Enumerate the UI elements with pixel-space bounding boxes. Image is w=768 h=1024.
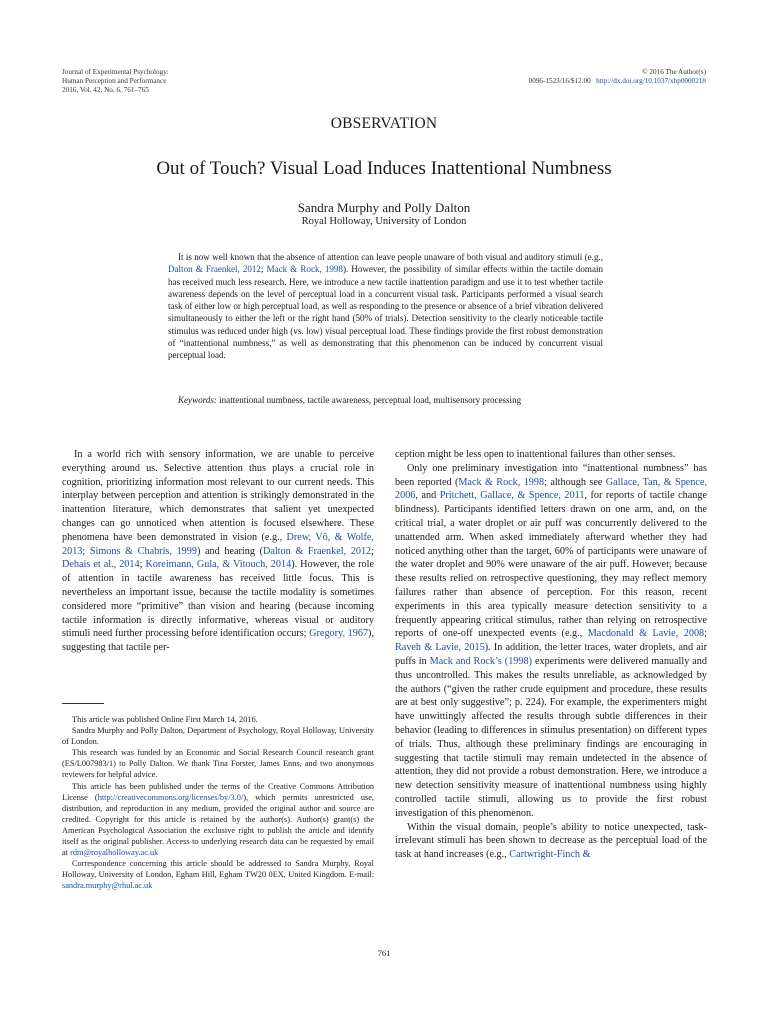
keywords-list: inattentional numbness, tactile awareness, perceptual load, multisensory processing — [219, 395, 522, 405]
body-paragraph — [62, 448, 374, 655]
body-column-right — [395, 448, 707, 862]
footnote: This article was published Online First March 14, 2016. — [72, 715, 258, 724]
body-text: ). However, the role of attention in tactile awareness has received little focus. This is nevertheless an important issue, because the tactile modality is sometimes considered more “primitive” than vision and hearing (because incoming tactile information is directly informative, whereas visual or auditory stimuli need further processing before identification occurs; — [62, 559, 374, 640]
citation-link[interactable]: Mack & Rock, 1998 — [266, 264, 343, 275]
issn-doi-line — [529, 77, 706, 86]
body-text: Within the visual domain, people’s ability to notice unexpected, task-irrelevant stimuli has been shown to decrease as the perceptual load of the task at hand increases (e.g., — [395, 821, 707, 861]
citation-link[interactable]: Mack and Rock’s (1998) — [429, 655, 532, 667]
body-text: ), suggesting that tactile per- — [62, 628, 374, 654]
citation-link[interactable]: Raveh & Lavie, 2015 — [395, 642, 485, 654]
abstract-text: It is now well known that the absence of attention can leave people unaware of both visual and auditory stimuli (e.g., — [178, 252, 603, 262]
footnote-text: This article has been published under the terms of the Creative Commons Attribution License ( — [62, 781, 374, 802]
footnote: This research was funded by an Economic and Social Research Council research grant (ES/L007983/1) to Polly Dalton. We thank Tina Forster, James Enns, and two anonymous reviewers for helpful advice. — [62, 748, 374, 780]
citation-link[interactable]: Dehais et al., 2014 — [62, 559, 140, 571]
citation-link[interactable]: Macdonald & Lavie, 2008 — [587, 628, 705, 640]
body-text: ; although see — [544, 476, 606, 488]
license-link[interactable]: http://creativecommons.org/licenses/by/3.0/ — [97, 792, 244, 802]
journal-line: 2016, Vol. 42, No. 6, 761–765 — [62, 86, 149, 94]
footnote-divider — [62, 703, 104, 704]
body-text: ; — [82, 545, 90, 557]
body-text: ). In addition, the letter traces, water droplets, and air puffs in — [395, 642, 708, 667]
section-label: OBSERVATION — [330, 115, 438, 132]
body-text: experiments were delivered manually and thus uncontrolled. This makes the results unreliable, as acknowledged by the authors (“given the rather crude equipment and procedure, these results are at best only suggestive”; p. 224). For example, the experimenters might have unwittingly affected the results through subtle differences in their behavior (leading to differences in stimulus presentation) on different types of trials. Thus, although these preliminary findings are encouraging in suggesting that tactile stimuli may remain undetected in the absence of attention, they did not provide a robust demonstration. Here, we introduce a new detection sensitivity measure of inattentional numbness using highly controlled tactile stimuli, allowing us to provide the first robust investigation of this phenomenon. — [395, 655, 707, 819]
doi-link[interactable]: http://dx.doi.org/10.1037/xhp0000218 — [596, 77, 706, 85]
copyright-info — [529, 68, 706, 86]
body-text: ; — [704, 628, 707, 640]
author-names: Sandra Murphy and Polly Dalton — [297, 200, 471, 215]
citation-link[interactable]: Koreimann, Gula, & Vitouch, 2014 — [145, 559, 292, 571]
body-text: In a world rich with sensory information, we are unable to perceive everything around us. Selective attention thus plays a crucial role in cognition, prioritizing information most relevant to our current needs. This interplay between perception and attention is strikingly demonstrated in the inattention literature, which demonstrates that salient yet unexpected changes can go unnoticed when attention is focused elsewhere. These phenomena have been demonstrated in vision (e.g., — [62, 449, 374, 543]
email-link[interactable]: rdm@royalholloway.ac.uk — [70, 848, 159, 858]
abstract — [168, 251, 603, 362]
footnote-text: ), which permits unrestricted use, distribution, and reproduction in any medium, provided the original author and source are credited. Copyright for this article is retained by the author(s). Author(s) grant(s) the American Psychological Association the exclusive right to publish the article and identify itself as the original publisher. Access to underlying research data can be requested by email at — [62, 792, 374, 858]
article-title: Out of Touch? Visual Load Induces Inattentional Numbness — [156, 158, 612, 179]
citation-link[interactable]: Mack & Rock, 1998 — [458, 476, 545, 488]
abstract-text: ; — [260, 264, 267, 275]
keywords — [178, 395, 608, 405]
body-text: ; — [371, 545, 374, 557]
body-text: , and — [415, 490, 440, 502]
abstract-text: ). However, the possibility of similar effects within the tactile domain has received much less research. Here, we introduce a new tactile inattention paradigm and use it to test whether tactile awareness depends on the level of perceptual load in a concurrent visual task. Participants performed a visual search task of either low or high perceptual load, as well as responding to the presence or absence of a brief vibration delivered simultaneously to either the left or the right hand (50% of trials). Detection sensitivity to the clearly noticeable tactile stimulus was reduced under high (vs. low) visual perceptual load. These findings provide the first robust demonstration of “inattentional numbness,” as well as demonstrating that this phenomenon can be induced by concurrent visual perceptual load. — [168, 264, 603, 361]
footnote-text: Correspondence concerning this article should be addressed to Sandra Murphy, Royal Holloway, University of London, Egham Hill, Egham TW20 0EX, United Kingdom. E-mail: — [62, 859, 374, 880]
body-paragraph — [395, 462, 707, 821]
body-paragraph — [395, 821, 707, 862]
citation-link[interactable]: Dalton & Fraenkel, 2012 — [262, 545, 372, 557]
body-text: Only one preliminary investigation into “inattentional numbness” has been reported ( — [395, 462, 707, 488]
journal-line: Journal of Experimental Psychology: — [62, 68, 169, 76]
body-column-left — [62, 448, 374, 655]
journal-info — [62, 68, 169, 95]
citation-link[interactable]: Gregory, 1967 — [309, 628, 369, 640]
body-text: ; — [139, 559, 146, 571]
citation-link[interactable]: Pritchett, Gallace, & Spence, 2011 — [439, 490, 585, 502]
issn: 0096-1523/16/$12.00 — [528, 77, 591, 85]
footnote: Sandra Murphy and Polly Dalton, Department of Psychology, Royal Holloway, University of London. — [62, 726, 374, 747]
footnote — [62, 781, 374, 859]
footnotes — [62, 714, 374, 892]
copyright-line: © 2016 The Author(s) — [642, 68, 706, 76]
page-number: 761 — [377, 948, 391, 958]
footnote — [62, 858, 374, 891]
citation-link[interactable]: Drew, Võ, & Wolfe, 2013 — [62, 531, 374, 557]
email-link[interactable]: sandra.murphy@rhul.ac.uk — [62, 881, 153, 891]
citation-link[interactable]: Dalton & Fraenkel, 2012 — [168, 264, 261, 275]
journal-line: Human Perception and Performance — [62, 77, 167, 85]
keywords-label: Keywords: — [178, 395, 217, 405]
body-paragraph: ception might be less open to inattentional failures than other senses. — [395, 449, 676, 460]
citation-link[interactable]: Gallace, Tan, & Spence, 2006 — [395, 476, 707, 502]
body-text: ) and hearing ( — [196, 545, 263, 557]
citation-link[interactable]: Simons & Chabris, 1999 — [89, 545, 197, 557]
citation-link[interactable]: Cartwright-Finch & — [509, 849, 591, 861]
author-affiliation: Royal Holloway, University of London — [301, 216, 467, 227]
body-text: , for reports of tactile change blindness). Participants identified letters drawn on one arm, and, on the critical trial, a water droplet or air puff was concurrently delivered to the unattended arm. When asked immediately afterward whether they had noticed anything other than the target, 60% of participants were unaware of the water droplet and 90% were unaware of the air puff. However, because these results relied on retrospective questioning, they may reflect memory failures rather than absence of perception. For this reason, recent experiments in this area typically measure detection sensitivity to a frequently appearing critical stimulus, rather than relying on retrospective reports of one-off unexpected events (e.g., — [395, 490, 707, 640]
